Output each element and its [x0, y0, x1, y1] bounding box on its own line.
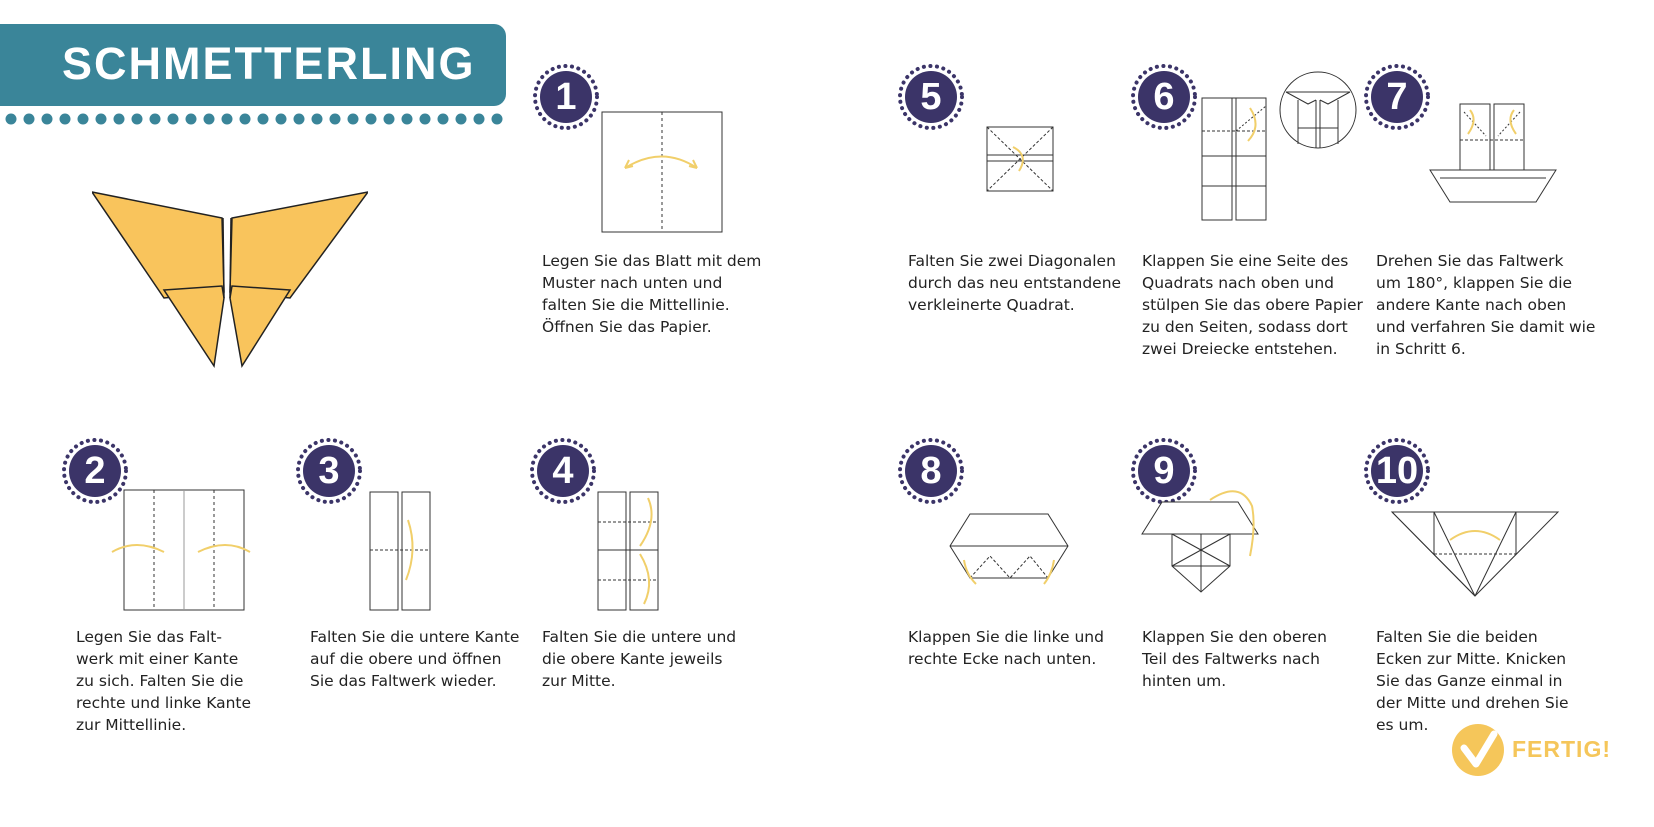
- step-6-badge: [1131, 64, 1197, 130]
- step-10-number: 10: [1375, 450, 1419, 492]
- step-8-text: Klappen Sie die linke und rechte Ecke nach unten.: [908, 628, 1104, 668]
- dotted-border: [4, 112, 506, 126]
- step-6-diagram: [1200, 96, 1270, 224]
- step-10-text: Falten Sie die beiden Ecken zur Mitte. Knicken Sie das Ganze einmal in der Mitte und drehen Sie es um.: [1376, 628, 1569, 734]
- page-title: SCHMETTERLING: [62, 38, 476, 89]
- step-1-diagram: [600, 110, 725, 235]
- step-6-text: Klappen Sie eine Seite des Quadrats nach oben und stülpen Sie das obere Papier zu den Seiten, sodass dort zwei Dreiecke entstehen.: [1142, 252, 1363, 358]
- step-1-badge: [533, 64, 599, 130]
- step-10-badge: [1364, 438, 1430, 504]
- fertig-label: FERTIG!: [1512, 736, 1611, 762]
- step-3-badge: [296, 438, 362, 504]
- step-1-text: Legen Sie das Blatt mit dem Muster nach unten und falten Sie die Mittellinie. Öffnen Sie das Papier.: [542, 252, 762, 336]
- step-9-text: Klappen Sie den oberen Teil des Faltwerks nach hinten um.: [1142, 628, 1327, 690]
- step-5-number: 5: [920, 76, 942, 118]
- step-7-diagram: [1428, 102, 1558, 206]
- step-7-badge: [1364, 64, 1430, 130]
- step-7-number: 7: [1386, 76, 1408, 118]
- step-8-diagram: [944, 512, 1074, 598]
- step-1-number: 1: [555, 76, 577, 118]
- step-6-detail-circle: [1278, 70, 1358, 150]
- step-3-text: Falten Sie die untere Kante auf die obere und öffnen Sie das Faltwerk wieder.: [310, 628, 520, 690]
- step-4-diagram: [596, 490, 662, 614]
- step-2-text: Legen Sie das Falt- werk mit einer Kante zu sich. Falten Sie die rechte und linke Kante zur Mittellinie.: [76, 628, 252, 734]
- step-5-text: Falten Sie zwei Diagonalen durch das neu entstandene verkleinerte Quadrat.: [908, 252, 1122, 314]
- step-3-number: 3: [318, 450, 340, 492]
- step-9-diagram: [1140, 486, 1270, 596]
- step-3-diagram: [368, 490, 434, 614]
- step-5-diagram: [985, 125, 1055, 195]
- step-2-number: 2: [84, 450, 106, 492]
- butterfly-illustration: [92, 190, 368, 370]
- step-4-text: Falten Sie die untere und die obere Kante jeweils zur Mitte.: [542, 628, 737, 690]
- step-8-badge: [898, 438, 964, 504]
- step-4-number: 4: [552, 450, 574, 492]
- step-2-diagram: [108, 486, 252, 614]
- step-10-diagram: [1390, 510, 1560, 598]
- step-6-number: 6: [1153, 76, 1175, 118]
- step-7-text: Drehen Sie das Faltwerk um 180°, klappen Sie die andere Kante nach oben und verfahren Sie damit wie in Schritt 6.: [1376, 252, 1596, 358]
- step-4-badge: [530, 438, 596, 504]
- step-8-number: 8: [920, 450, 942, 492]
- step-5-badge: [898, 64, 964, 130]
- step-9-number: 9: [1153, 450, 1175, 492]
